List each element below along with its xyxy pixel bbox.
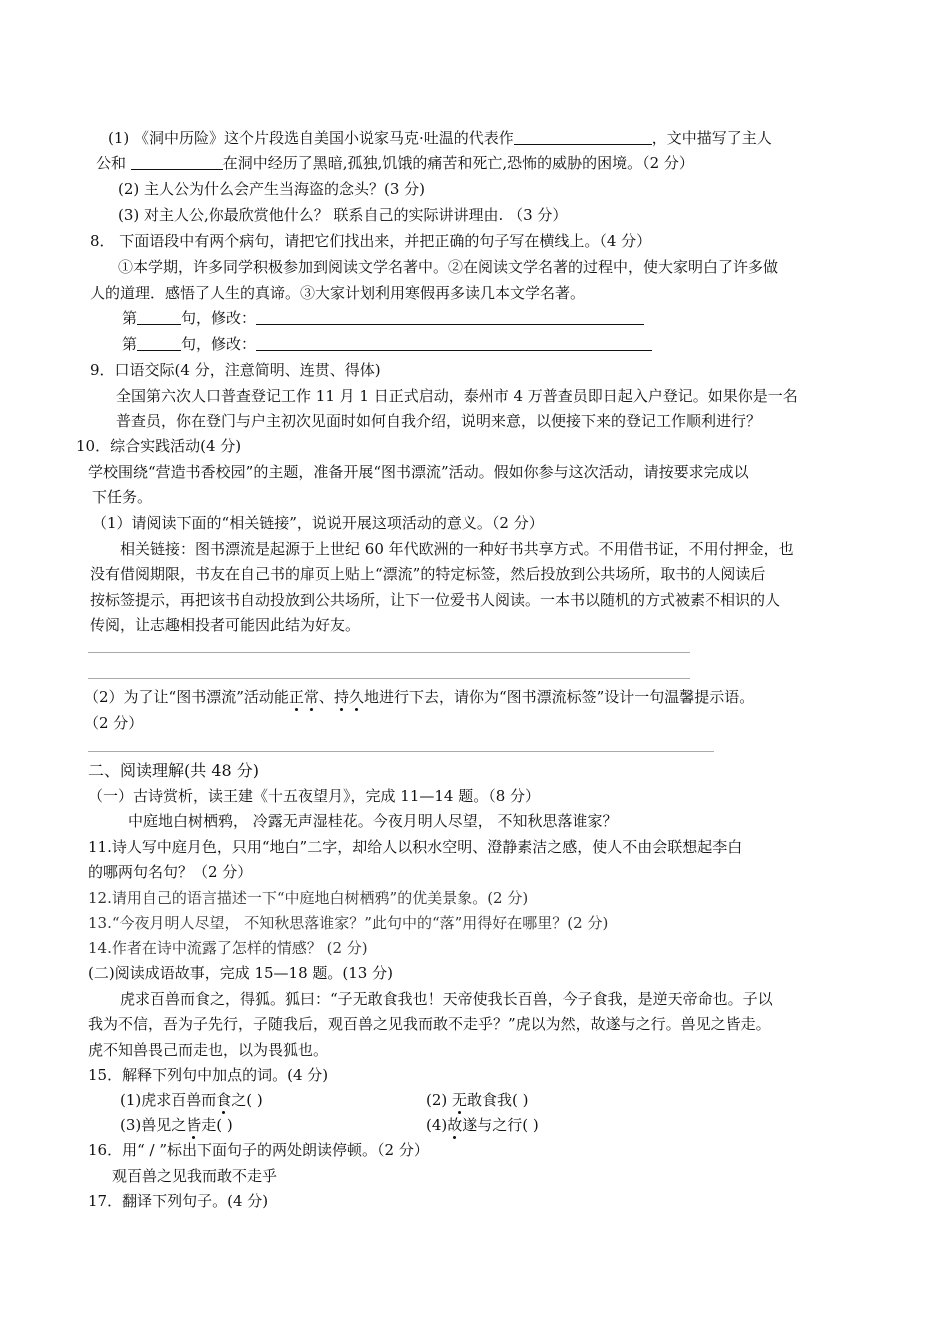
q9-text-line2: 普查员，你在登门与户主初次见面时如何自我介绍，说明来意，以便接下来的登记工作顺利进行？ [116, 412, 762, 430]
answer-blank[interactable] [137, 334, 181, 351]
story-line3: 虎不知兽畏己而走也，以为畏狐也。 [88, 1041, 329, 1059]
q10-intro-line2: 下任务。 [92, 488, 153, 506]
q15-title: 15．解释下列句中加点的词。(4 分) [88, 1066, 329, 1084]
sec1-title: （一）古诗赏析，读王建《十五夜望月》，完成 11—14 题。（8 分） [88, 787, 541, 805]
q10-link-line4: 传阅，让志趣相投者可能因此结为好友。 [90, 616, 361, 634]
answer-line[interactable] [88, 751, 714, 752]
q8-title: 8． 下面语段中有两个病句，请把它们找出来，并把正确的句子写在横线上。（4 分） [90, 232, 652, 250]
q11-line1: 11.诗人写中庭月色，只用“地白”二字，却给人以积水空明、澄静素洁之感，使人不由会联想起李白 [88, 838, 743, 856]
q10-sub2-score: （2 分） [84, 714, 144, 732]
q14: 14.作者在诗中流露了怎样的情感？ (2 分) [88, 939, 368, 957]
answer-blank[interactable] [137, 308, 181, 325]
answer-blank[interactable] [256, 334, 652, 351]
q10-title: 10．综合实践活动(4 分) [76, 437, 242, 455]
q10-link-line3: 按标签提示，再把该书自动投放到公共场所，让下一位爱书人阅读。一本书以随机的方式被素不相识的人 [90, 591, 781, 609]
q16-title: 16．用“ / ”标出下面句子的两处朗读停顿。（2 分） [88, 1141, 429, 1159]
q12: 12.请用自己的语言描述一下“中庭地白树栖鸦”的优美景象。(2 分) [88, 889, 529, 907]
q15-item-3: (3)兽见之皆走( ) [120, 1116, 233, 1134]
sec2-title: (二)阅读成语故事，完成 15—18 题。(13 分) [88, 964, 393, 982]
answer-line[interactable] [88, 678, 690, 679]
q8-text-line1: ①本学期，许多同学积极参加到阅读文学名著中。②在阅读文学名著的过程中，使大家明白了许多做 [118, 258, 779, 276]
q10-link-line2: 没有借阅期限，书友在自己书的扉页上贴上“漂流”的特定标签，然后投放到公共场所，取书的人阅读后 [90, 565, 766, 583]
q13: 13.“今夜月明人尽望， 不知秋思落谁家？”此句中的“落”用得好在哪里？(2 分) [88, 914, 609, 932]
poem-text: 中庭地白树栖鸦， 冷露无声湿桂花。今夜月明人尽望， 不知秋思落谁家？ [128, 812, 618, 830]
q7-sub2: (2) 主人公为什么会产生当海盗的念头？(3 分) [118, 180, 426, 198]
q15-item-1: (1)虎求百兽而食之( ) [120, 1091, 263, 1109]
q8-answer-row-1: 第 句，修改： [122, 308, 644, 328]
q11-line2: 的哪两句名句？（2 分） [88, 863, 253, 881]
answer-blank[interactable] [256, 308, 644, 325]
story-line1: 虎求百兽而食之，得狐。狐曰：“子无敢食我也！天帝使我长百兽，今子食我，是逆天帝命也。子以 [120, 990, 773, 1008]
q10-intro-line1: 学校围绕“营造书香校园”的主题，准备开展“图书漂流”活动。假如你参与这次活动，请按要求完成以 [88, 463, 749, 481]
q8-text-line2: 人的道理．感悟了人生的真谛。③大家计划利用寒假再多读几本文学名著。 [90, 284, 586, 302]
q15-item-4: (4)故遂与之行( ) [426, 1116, 539, 1134]
q7-sub1-line2: 公和 在洞中经历了黑暗,孤独,饥饿的痛苦和死亡,恐怖的威胁的困境。（2 分） [96, 154, 694, 172]
q9-text-line1: 全国第六次人口普查登记工作 11 月 1 日正式启动，泰州市 4 万普查员即日起入户登记。如果你是一名 [116, 387, 798, 405]
q10-sub1: （1）请阅读下面的“相关链接”，说说开展这项活动的意义。（2 分） [92, 514, 544, 532]
section-heading: 二、阅读理解(共 48 分) [88, 761, 260, 780]
story-line2: 我为不信，吾为子先行，子随我后，观百兽之见我而敢不走乎？”虎以为然，故遂与之行。兽见之皆走。 [88, 1015, 771, 1033]
q8-answer-row-2: 第 句，修改： [122, 334, 652, 354]
q10-link-line1: 相关链接：图书漂流是起源于上世纪 60 年代欧洲的一种好书共享方式。不用借书证，不用付押金，也 [120, 540, 794, 558]
q7-sub3: (3) 对主人公,你最欣赏他什么？ 联系自己的实际讲讲理由. （3 分） [118, 206, 568, 224]
answer-blank[interactable] [131, 153, 223, 170]
answer-line[interactable] [88, 652, 690, 653]
q15-item-2: (2) 无敢食我( ) [426, 1091, 529, 1109]
q10-sub2: （2）为了让“图书漂流”活动能正常、持久地进行下去，请你为“图书漂流标签”设计一句温馨提示语。 [84, 688, 755, 706]
q17-title: 17．翻译下列句子。(4 分) [88, 1192, 269, 1210]
q9-title: 9．口语交际(4 分，注意简明、连贯、得体) [90, 361, 381, 379]
q16-sentence: 观百兽之见我而敢不走乎 [112, 1167, 278, 1185]
q7-sub1-line1: (1) 《洞中历险》这个片段选自美国小说家马克·吐温的代表作 ，文中描写了主人 [108, 129, 772, 147]
answer-blank[interactable] [514, 128, 652, 145]
